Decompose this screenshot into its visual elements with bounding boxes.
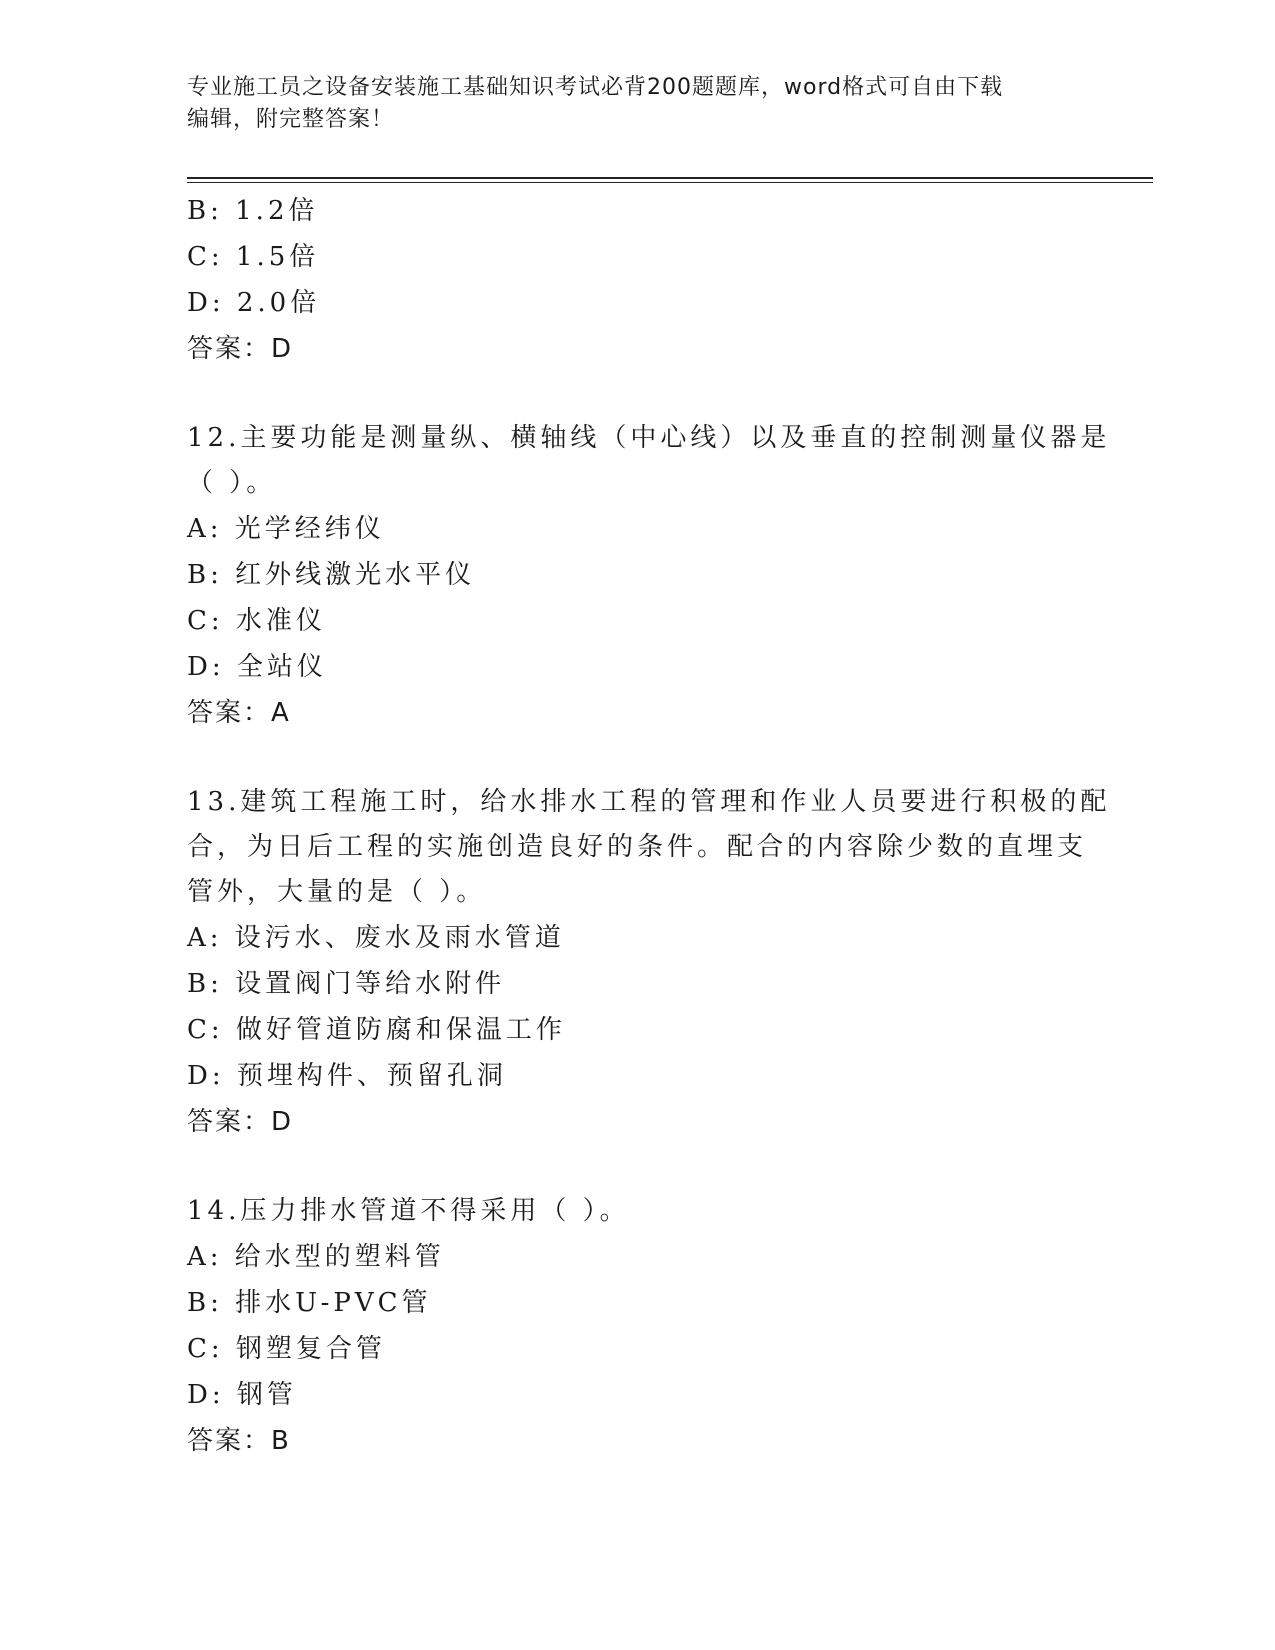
option-b: B: 排水U-PVC管 bbox=[187, 1288, 432, 1318]
header-title-line-2: 编辑，附完整答案！ bbox=[187, 107, 395, 132]
option-c: C: 做好管道防腐和保温工作 bbox=[187, 1015, 566, 1045]
header-title-line-1: 专业施工员之设备安装施工基础知识考试必背200题题库，word格式可自由下载 bbox=[187, 75, 1004, 100]
question-content bbox=[187, 188, 1111, 1464]
spacer bbox=[187, 736, 1087, 780]
question-14 bbox=[187, 1189, 1087, 1464]
answer-line: 答案：D bbox=[187, 334, 294, 364]
question-11-tail bbox=[187, 188, 1087, 372]
option-b: B: 设置阀门等给水附件 bbox=[187, 969, 506, 999]
answer-line: 答案：B bbox=[187, 1426, 291, 1456]
question-stem-continued: 管外，大量的是（ ）。 bbox=[187, 877, 487, 907]
question-13 bbox=[187, 780, 1111, 1145]
option-d: D: 预埋构件、预留孔洞 bbox=[187, 1061, 507, 1091]
question-stem-continued: （ ）。 bbox=[187, 468, 277, 498]
question-stem: 14.压力排水管道不得采用（ ）。 bbox=[187, 1196, 630, 1226]
question-stem: 12.主要功能是测量纵、横轴线（中心线）以及垂直的控制测量仪器是 bbox=[187, 423, 1111, 453]
answer-line: 答案：A bbox=[187, 698, 291, 728]
option-a: A: 给水型的塑料管 bbox=[187, 1242, 445, 1272]
option-b: B: 1.2倍 bbox=[187, 196, 319, 226]
option-a: A: 设污水、废水及雨水管道 bbox=[187, 923, 565, 953]
document-header bbox=[187, 72, 1067, 136]
question-stem: 13.建筑工程施工时，给水排水工程的管理和作业人员要进行积极的配 bbox=[187, 787, 1111, 817]
question-stem-continued: 合，为日后工程的实施创造良好的条件。配合的内容除少数的直埋支 bbox=[187, 832, 1088, 862]
option-d: D: 2.0倍 bbox=[187, 288, 321, 318]
spacer bbox=[187, 372, 1087, 416]
header-divider bbox=[187, 177, 1153, 183]
option-c: C: 水准仪 bbox=[187, 606, 326, 636]
spacer bbox=[187, 1145, 1087, 1189]
question-12 bbox=[187, 416, 1111, 736]
option-c: C: 钢塑复合管 bbox=[187, 1334, 386, 1364]
option-d: D: 全站仪 bbox=[187, 652, 327, 682]
answer-line: 答案：D bbox=[187, 1107, 294, 1137]
option-d: D: 钢管 bbox=[187, 1380, 297, 1410]
option-b: B: 红外线激光水平仪 bbox=[187, 560, 476, 590]
option-a: A: 光学经纬仪 bbox=[187, 514, 385, 544]
option-c: C: 1.5倍 bbox=[187, 242, 320, 272]
